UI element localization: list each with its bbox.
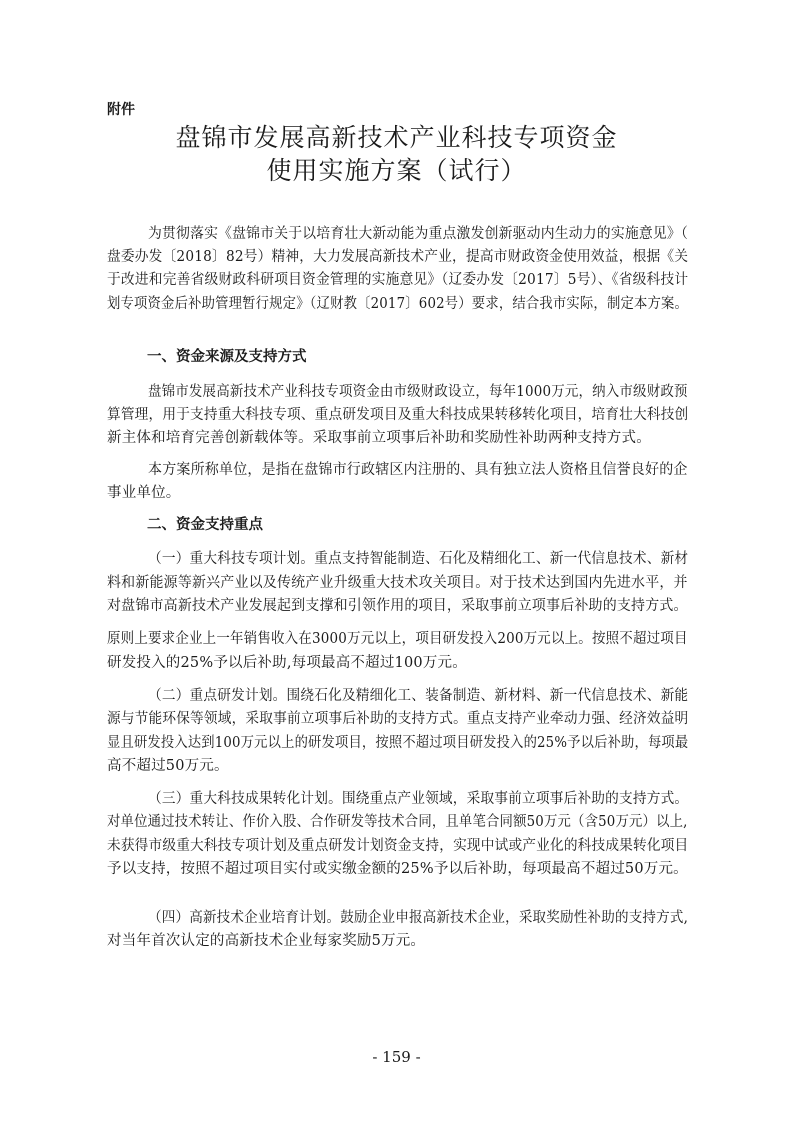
intro-line: 于改进和完善省级财政科研项目资金管理的实施意见》（辽委办发〔2017〕5号）、《省级科技计 [107, 272, 689, 288]
paragraph-line: （四）高新技术企业培育计划。鼓励企业申报高新技术企业，采取奖励性补助的支持方式, [148, 910, 689, 926]
paragraph-line: 研发投入的25%予以后补助,每项最高不超过100万元。 [107, 655, 467, 671]
paragraph-line: （二）重点研发计划。围绕石化及精细化工、装备制造、新材料、新一代信息技术、新能 [148, 688, 689, 704]
paragraph-line: 源与节能环保等领域，采取事前立项事后补助的支持方式。重点支持产业牵动力强、经济效益明 [107, 711, 689, 727]
intro-line: 盘委办发〔2018〕82号）精神，大力发展高新技术产业，提高市财政资金使用效益，根据《关 [107, 249, 689, 265]
paragraph-line: 原则上要求企业上一年销售收入在3000万元以上，项目研发投入200万元以上。按照不超过项目 [107, 631, 688, 647]
paragraph-line: 料和新能源等新兴产业以及传统产业升级重大技术攻关项目。对于技术达到国内先进水平，并 [107, 575, 688, 591]
page-number: - 159 - [372, 1048, 421, 1066]
paragraph-line: 对盘锦市高新技术产业发展起到支撑和引领作用的项目，采取事前立项事后补助的支持方式。 [107, 598, 688, 614]
paragraph-line: 高不超过50万元。 [107, 758, 229, 774]
document-title-line-1: 盘锦市发展高新技术产业科技专项资金 [175, 123, 618, 152]
paragraph-line: 予以支持，按照不超过项目实付或实缴金额的25%予以后补助，每项最高不超过50万元。 [107, 861, 688, 877]
intro-line: 为贯彻落实《盘锦市关于以培育壮大新动能为重点激发创新驱动内生动力的实施意见》（ [148, 226, 689, 242]
paragraph-line: （三）重大科技成果转化计划。围绕重点产业领域，采取事前立项事后补助的支持方式。 [148, 791, 689, 807]
paragraph-line: 事业单位。 [107, 485, 181, 501]
paragraph-line: 对当年首次认定的高新技术企业每家奖励5万元。 [107, 933, 426, 949]
paragraph-line: 未获得市级重大科技专项计划及重点研发计划资金支持，实现中试或产业化的科技成果转化项目 [107, 838, 689, 854]
intro-line: 划专项资金后补助管理暂行规定》（辽财教〔2017〕602号）要求，结合我市实际，制定本方案。 [107, 296, 689, 312]
document-title-line-2: 使用实施方案（试行） [266, 156, 527, 185]
paragraph-line: 算管理，用于支持重大科技专项、重点研发项目及重大科技成果转移转化项目，培育壮大科技创 [107, 407, 689, 423]
annex-label: 附件 [107, 102, 135, 118]
section-heading-funding-priorities: 二、资金支持重点 [147, 517, 263, 533]
paragraph-line: 新主体和培育完善创新载体等。采取事前立项事后补助和奖励性补助两种支持方式。 [107, 430, 651, 446]
section-heading-funding-source: 一、资金来源及支持方式 [147, 349, 307, 365]
paragraph-line: 盘锦市发展高新技术产业科技专项资金由市级财政设立，每年1000万元，纳入市级财政预 [148, 384, 688, 400]
paragraph-line: （一）重大科技专项计划。重点支持智能制造、石化及精细化工、新一代信息技术、新材 [148, 551, 689, 567]
paragraph-line: 显且研发投入达到100万元以上的研发项目，按照不超过项目研发投入的25%予以后补助，每项最 [107, 735, 689, 751]
paragraph-line: 本方案所称单位，是指在盘锦市行政辖区内注册的、具有独立法人资格且信誉良好的企 [148, 462, 688, 478]
paragraph-line: 对单位通过技术转让、作价入股、合作研发等技术合同，且单笔合同额50万元（含50万元）以上, [107, 814, 688, 830]
